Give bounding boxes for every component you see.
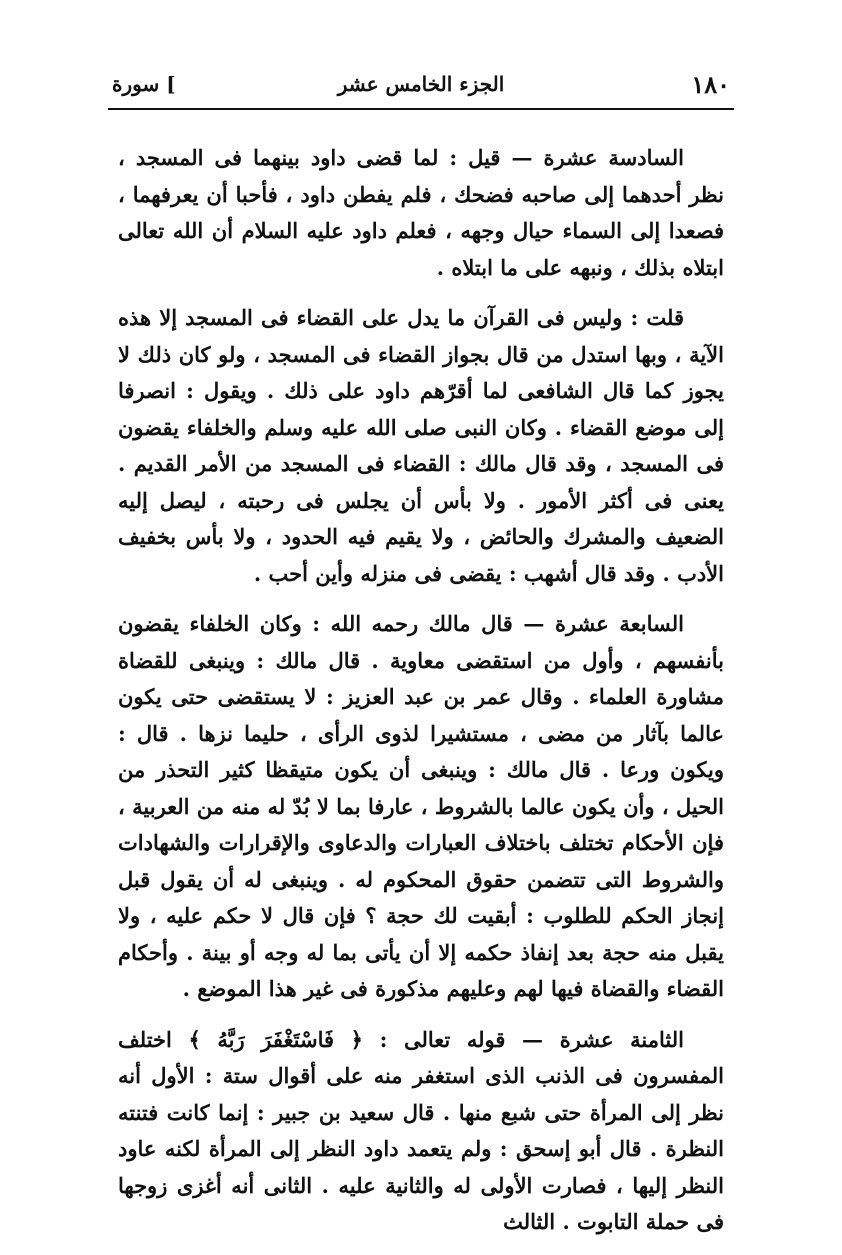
paragraph-18: الثامنة عشرة — قوله تعالى : ﴿ فَاسْتَغْفَرَ رَبَّهُ ﴾ اختلف المفسرون فى الذنب الذى استغفر منه على أقوال ستة : الأول أنه نظر إلى المرأة حتى شبع منها . قال سعيد بن جبير : إنما كانت فتنته النظرة . قال أبو إسحق : ولم يتعمد داود النظر إلى المرأة لكنه عاود النظر إليها ، فصارت الأولى له والثانية عليه . الثانى أنه أغزى زوجها فى حملة التابوت . الثالث [118,1026,724,1234]
paragraph-16: السادسة عشرة — قيل : لما قضى داود بينهما فى المسجد ، نظر أحدهما إلى صاحبه فضحك ، فلم يفطن داود ، فأحبا أن يعرفهما ، فصعدا إلى السماء حيال وجهه ، فعلم داود عليه السلام أن الله تعالى ابتلاه بذلك ، ونبهه على ما ابتلاه . [118,145,724,280]
body-text [118,140,724,1255]
page-number: ١٨٠ [691,70,730,99]
header-rule [108,108,734,110]
page-header [112,66,730,108]
paragraph-17: السابعة عشرة — قال مالك رحمه الله : وكان الخلفاء يقضون بأنفسهم ، وأول من استقضى معاوية . قال مالك : وينبغى للقضاة مشاورة العلماء . وقال عمر بن عبد العزيز : لا يستقضى حتى يكون عالما بآثار من مضى ، مستشيرا لذوى الرأى ، حليما نزها . قال : ويكون ورعا . قال مالك : وينبغى أن يكون متيقظا كثير التحذر من الحيل ، وأن يكون عالما بالشروط ، عارفا بما لا بُدّ له منه من العربية ، فإن الأحكام تختلف باختلاف العبارات والدعاوى والإقرارات والشهادات والشروط التى تتضمن حقوق المحكوم له . وينبغى له أن يقول قبل إنجاز الحكم للطلوب : أبقيت لك حجة ؟ فإن قال لا حكم عليه ، ولا يقبل منه حجة بعد إنفاذ حكمه إلا أن يأتى بما له وجه أو بينة . وأحكام القضاء والقضاة فيها لهم وعليهم مذكورة فى غير هذا الموضع . [118,611,725,1001]
paragraph-commentary: قلت : وليس فى القرآن ما يدل على القضاء فى المسجد إلا هذه الآية ، وبها استدل من قال بجواز القضاء فى المسجد ، ولو كان ذلك لا يجوز كما قال الشافعى لما أقرّهم داود على ذلك . ويقول : انصرفا إلى موضع القضاء . وكان النبى صلى الله عليه وسلم والخلفاء يقضون فى المسجد ، وقد قال مالك : القضاء فى المسجد من الأمر القديم . يعنى فى أكثر الأمور . ولا بأس أن يجلس فى رحبته ، ليصل إليه الضعيف والمشرك والحائض ، ولا يقيم فيه الحدود ، ولا بأس بخفيف الأدب . وقد قال أشهب : يقضى فى منزله وأين أحب . [118,305,724,586]
surah-label: سورة [ [112,72,176,96]
running-title: الجزء الخامس عشر [337,72,505,96]
